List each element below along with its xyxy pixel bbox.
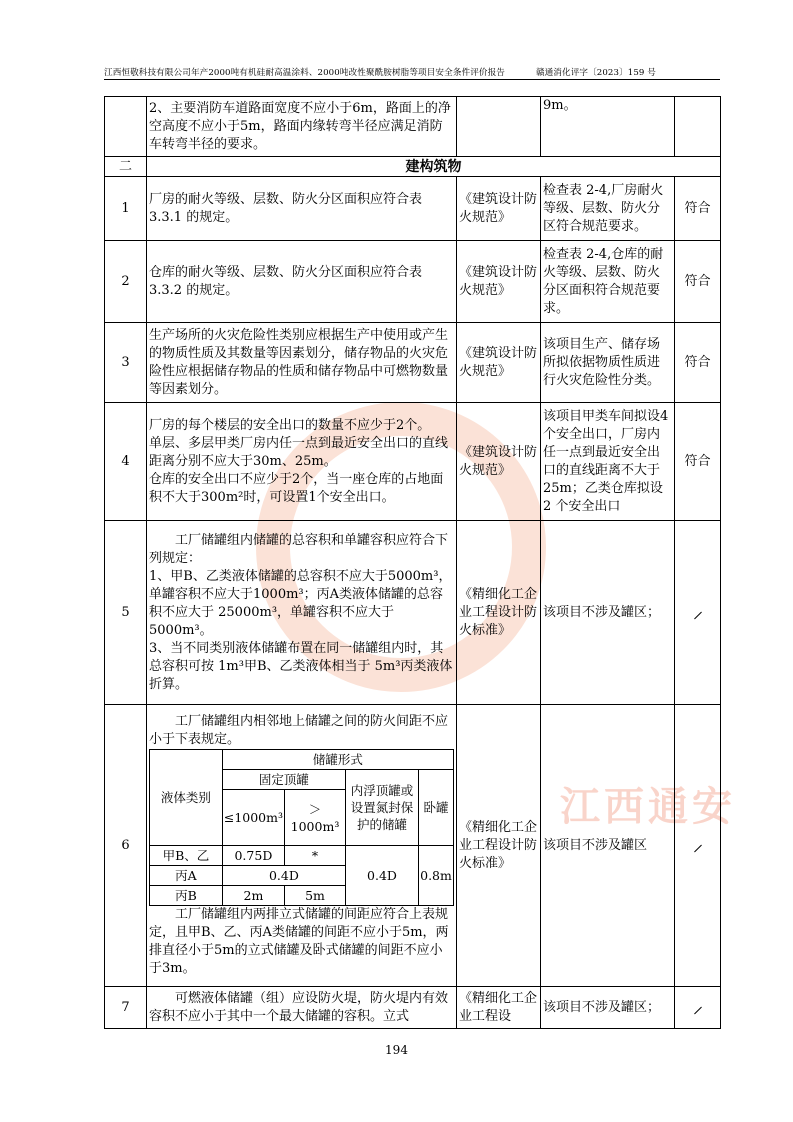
result-cell bbox=[675, 521, 721, 705]
result-text: 符合 bbox=[675, 323, 721, 403]
requirement-line: 工厂储罐组内两排立式储罐的间距应符合上表规定，且甲B、乙、丙A类储罐的间距不应小于5m，两排直径小于5m的立式储罐及卧式储罐的间距不应小于3m。 bbox=[149, 907, 449, 976]
requirement-line: 3、当不同类别液体储罐布置在同一储罐组内时，其总容积可按 1m³甲B、乙类液体相当于 5m³丙类液体折算。 bbox=[149, 640, 453, 692]
col-floating-header: 内浮顶罐或设置氮封保护的储罐 bbox=[346, 770, 419, 846]
requirement-line: 厂房的每个楼层的安全出口的数量不应少于2个。 bbox=[149, 417, 431, 433]
col-gt1000-header: ＞1000m³ bbox=[285, 790, 346, 846]
table-row bbox=[105, 521, 721, 705]
result-cell bbox=[675, 705, 721, 987]
table-row bbox=[105, 403, 721, 521]
section-number: 二 bbox=[105, 157, 147, 177]
row-number: 1 bbox=[105, 177, 147, 241]
basis-text: 《精细化工企业工程设 bbox=[457, 987, 541, 1029]
requirement-line: 工厂储罐组内储罐的总容积和单罐容积应符合下列规定： bbox=[149, 532, 449, 566]
basis-text: 《建筑设计防火规范》 bbox=[457, 403, 541, 521]
result-cell bbox=[675, 987, 721, 1029]
header-ref: 赣通消化评字〔2023〕159 号 bbox=[535, 68, 656, 78]
section-row bbox=[105, 157, 721, 177]
page-number: 194 bbox=[385, 1043, 408, 1057]
row-number: 3 bbox=[105, 323, 147, 403]
finding-text: 检查表 2-4,仓库的耐火等级、层数、防火分区面积符合规范要求。 bbox=[541, 241, 675, 323]
col-le1000-header: ≤1000m³ bbox=[222, 790, 284, 846]
table-cell: 0.75D bbox=[222, 846, 284, 866]
result-text: 符合 bbox=[675, 241, 721, 323]
row-number: 7 bbox=[105, 987, 147, 1029]
requirement-line: 单层、多层甲类厂房内任一点到最近安全出口的直线距离分别不应大于30m、25m。 bbox=[149, 435, 449, 469]
finding-text: 该项目不涉及罐区 bbox=[541, 705, 675, 987]
requirement-text bbox=[147, 521, 457, 705]
requirement-line: 仓库的安全出口不应少于2个，当一座仓库的占地面积不大于300m²时，可设置1个安全出口。 bbox=[149, 471, 444, 505]
checklist-table bbox=[104, 96, 721, 1029]
row-label: 丙B bbox=[150, 886, 223, 906]
table-cell: 0.4D bbox=[222, 866, 345, 886]
requirement-text: 仓库的耐火等级、层数、防火分区面积应符合表3.3.2 的规定。 bbox=[147, 241, 457, 323]
requirement-text: 生产场所的火灾危险性类别应根据生产中使用或产生的物质性质及其数量等因素划分，储存物品的火灾危险性应根据储存物品的性质和储存物品中可燃物数量等因素划分。 bbox=[147, 323, 457, 403]
basis-text: 《精细化工企业工程设计防火标准》 bbox=[457, 705, 541, 987]
tank-spacing-table bbox=[149, 749, 454, 906]
watermark-text: 江西通安 bbox=[560, 784, 736, 830]
row-number: 2 bbox=[105, 241, 147, 323]
basis-text: 《建筑设计防火规范》 bbox=[457, 241, 541, 323]
basis-text: 《建筑设计防火规范》 bbox=[457, 323, 541, 403]
requirement-text bbox=[147, 403, 457, 521]
result-text: 符合 bbox=[675, 403, 721, 521]
requirement-text: 2、主要消防车道路面宽度不应小于6m，路面上的净空高度不应小于5m，路面内缘转弯半径应满足消防车转弯半径的要求。 bbox=[147, 97, 457, 157]
result-text: 符合 bbox=[675, 177, 721, 241]
col-horizontal-header: 卧罐 bbox=[419, 770, 454, 846]
not-applicable-slash-icon bbox=[694, 611, 702, 619]
requirement-text bbox=[147, 705, 457, 987]
section-title: 建构筑物 bbox=[147, 157, 721, 177]
table-row bbox=[105, 987, 721, 1029]
table-row bbox=[105, 241, 721, 323]
col-liquid-header: 液体类别 bbox=[150, 750, 223, 846]
finding-text: 9m。 bbox=[541, 97, 675, 157]
table-row bbox=[105, 177, 721, 241]
basis-text bbox=[457, 97, 541, 157]
page-header bbox=[104, 66, 656, 78]
col-fixed-header: 固定顶罐 bbox=[222, 770, 345, 790]
row-number: 4 bbox=[105, 403, 147, 521]
result-text bbox=[675, 97, 721, 157]
row-label: 甲B、乙 bbox=[150, 846, 223, 866]
finding-text: 该项目生产、储存场所拟依据物质性质进行火灾危险性分类。 bbox=[541, 323, 675, 403]
header-rule bbox=[104, 79, 720, 80]
requirement-line: 工厂储罐组内相邻地上储罐之间的防火间距不应小于下表规定。 bbox=[149, 714, 449, 747]
row-number: 6 bbox=[105, 705, 147, 987]
requirement-line: 1、甲B、乙类液体储罐的总容积不应大于5000m³，单罐容积不应大于1000m³；丙A类液体储罐的总容积不应大于 25000m³，单罐容积不应大于5000m³。 bbox=[149, 568, 452, 638]
finding-text: 该项目不涉及罐区； bbox=[541, 521, 675, 705]
requirement-text: 厂房的耐火等级、层数、防火分区面积应符合表3.3.1 的规定。 bbox=[147, 177, 457, 241]
table-cell: 0.8m bbox=[419, 846, 454, 906]
row-number bbox=[105, 97, 147, 157]
table-cell: 2m bbox=[222, 886, 284, 906]
table-row bbox=[105, 705, 721, 987]
requirement-text: 可燃液体储罐（组）应设防火堤，防火堤内有效容积不应小于其中一个最大储罐的容积。立式 bbox=[147, 987, 457, 1029]
finding-text: 该项目甲类车间拟设4 个安全出口，厂房内任一点到最近安全出口的直线距离不大于 25m；乙类仓库拟设 2 个安全出口 bbox=[541, 403, 675, 521]
row-label: 丙A bbox=[150, 866, 223, 886]
table-cell: 5m bbox=[285, 886, 346, 906]
col-form-header: 储罐形式 bbox=[222, 750, 453, 770]
row-number: 5 bbox=[105, 521, 147, 705]
header-title: 江西恒敬科技有限公司年产2000吨有机硅耐高温涂料、2000吨改性聚酰胺树脂等项目安全条件评价报告 bbox=[104, 68, 505, 78]
table-row bbox=[105, 97, 721, 157]
finding-text: 检查表 2-4,厂房耐火等级、层数、防火分区符合规范要求。 bbox=[541, 177, 675, 241]
not-applicable-slash-icon bbox=[694, 1006, 702, 1014]
table-cell: 0.4D bbox=[346, 846, 419, 906]
finding-text: 该项目不涉及罐区； bbox=[541, 987, 675, 1029]
not-applicable-slash-icon bbox=[694, 844, 702, 852]
table-cell: * bbox=[285, 846, 346, 866]
table-row bbox=[105, 323, 721, 403]
basis-text: 《建筑设计防火规范》 bbox=[457, 177, 541, 241]
basis-text: 《精细化工企业工程设计防火标准》 bbox=[457, 521, 541, 705]
